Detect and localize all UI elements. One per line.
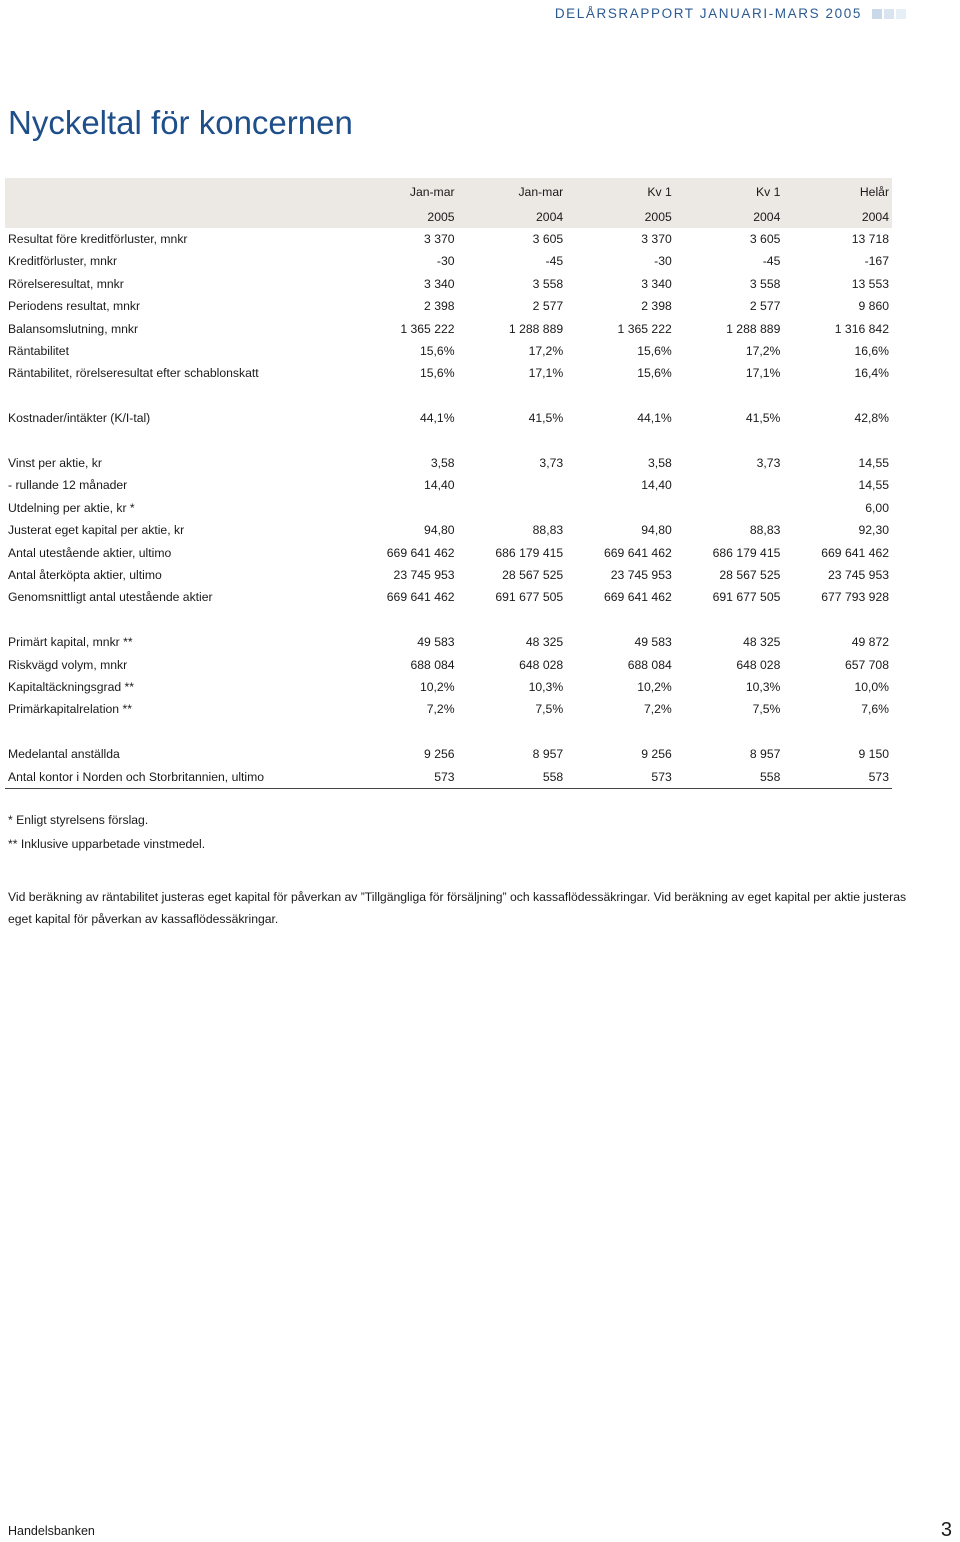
table-row xyxy=(5,452,892,474)
cell-value xyxy=(458,474,567,496)
cell-value: 10,0% xyxy=(854,680,889,695)
table-row xyxy=(5,766,892,789)
cell-value: 10,3% xyxy=(528,680,564,695)
cell-value: 573 xyxy=(349,766,458,789)
cell-value: 7,2% xyxy=(643,702,672,717)
cell-value: 44,1% xyxy=(637,411,672,426)
spacer-cell xyxy=(5,721,892,743)
cell-value: 558 xyxy=(675,766,784,789)
cell-value: 15,6% xyxy=(419,344,455,359)
cell-value: 3 370 xyxy=(641,232,672,246)
key-figures-table xyxy=(5,178,892,789)
cell-value: 8 957 xyxy=(749,747,781,762)
row-label: Räntabilitet, rörelseresultat efter schablonskatt xyxy=(8,366,259,381)
cell-value: 1 316 842 xyxy=(834,321,889,336)
cell-value: 15,6% xyxy=(637,344,672,359)
cell-value: 14,40 xyxy=(641,478,672,493)
cell-value: 23 745 953 xyxy=(393,568,455,583)
row-label: Primärt kapital, mnkr ** xyxy=(8,635,133,650)
row-label: Resultat före kreditförluster, mnkr xyxy=(8,232,188,246)
cell-value: 573 xyxy=(783,766,892,789)
row-label: Rörelseresultat, mnkr xyxy=(8,276,124,291)
table-row xyxy=(5,407,892,429)
cell-value: Jan-mar xyxy=(349,178,458,206)
cell-value: 7,5% xyxy=(752,702,781,717)
cell-value: 42,8% xyxy=(854,411,889,426)
table-row xyxy=(5,474,892,496)
cell-value: 691 677 505 xyxy=(495,590,564,605)
row-label: Balansomslutning, mnkr xyxy=(8,321,139,336)
row-label: Antal utestående aktier, ultimo xyxy=(8,545,172,560)
cell-value: 686 179 415 xyxy=(495,545,564,560)
cell-value: 7,6% xyxy=(861,702,889,717)
cell-value xyxy=(675,474,784,496)
cell-value: 3,58 xyxy=(430,456,455,471)
cell-value: 17,1% xyxy=(528,366,564,381)
cell-value: Kv 1 xyxy=(675,178,784,206)
cell-value: 2 577 xyxy=(532,299,564,314)
cell-value: 9 256 xyxy=(424,747,455,762)
cell-value: 2004 xyxy=(783,206,892,228)
table-header-period xyxy=(5,178,892,206)
cell-value: 28 567 525 xyxy=(719,568,781,583)
cell-value: 14,55 xyxy=(858,456,889,471)
spacer-cell xyxy=(5,430,892,452)
row-label xyxy=(5,206,349,228)
cell-value: 16,6% xyxy=(854,344,889,359)
table-row xyxy=(5,250,892,272)
cell-value: 2005 xyxy=(349,206,458,228)
cell-value: 2004 xyxy=(675,206,784,228)
cell-value: 88,83 xyxy=(532,523,564,538)
row-label: Utdelning per aktie, kr * xyxy=(8,500,135,515)
cell-value: -45 xyxy=(545,254,564,269)
cell-value: 677 793 928 xyxy=(821,590,889,605)
row-label: Justerat eget kapital per aktie, kr xyxy=(8,523,185,538)
header-square-3 xyxy=(896,9,906,19)
cell-value: 688 084 xyxy=(627,657,672,672)
cell-value: 23 745 953 xyxy=(828,568,889,583)
cell-value: 16,4% xyxy=(854,366,889,381)
cell-value: 49 583 xyxy=(634,635,672,650)
table-row xyxy=(5,228,892,250)
table-row xyxy=(5,362,892,384)
cell-value: 13 553 xyxy=(851,276,889,291)
cell-value: 48 325 xyxy=(743,635,781,650)
cell-value: Jan-mar xyxy=(458,178,567,206)
row-label: Antal återköpta aktier, ultimo xyxy=(8,568,162,583)
table-row xyxy=(5,654,892,676)
cell-value xyxy=(349,497,458,519)
cell-value: 48 325 xyxy=(525,635,564,650)
cell-value: 17,1% xyxy=(745,366,781,381)
cell-value: 14,55 xyxy=(858,478,889,493)
row-label: Genomsnittligt antal utestående aktier xyxy=(8,590,213,605)
cell-value: 10,3% xyxy=(745,680,781,695)
table-row xyxy=(5,631,892,653)
cell-value: 94,80 xyxy=(641,523,672,538)
spacer-row xyxy=(5,430,892,452)
cell-value: 7,2% xyxy=(426,702,455,717)
cell-value: 28 567 525 xyxy=(502,568,564,583)
cell-value: 10,2% xyxy=(419,680,455,695)
cell-value: 3 340 xyxy=(641,276,672,291)
table-row xyxy=(5,519,892,541)
cell-value: 1 288 889 xyxy=(726,321,781,336)
cell-value: 1 365 222 xyxy=(617,321,672,336)
cell-value: 558 xyxy=(458,766,567,789)
header-decoration-squares xyxy=(872,9,906,19)
cell-value: 3,73 xyxy=(756,456,781,471)
cell-value: 3,73 xyxy=(539,456,564,471)
cell-value: -30 xyxy=(436,254,455,269)
row-label: Kreditförluster, mnkr xyxy=(8,254,118,269)
cell-value: 1 288 889 xyxy=(508,321,564,336)
cell-value: 2 398 xyxy=(424,299,455,314)
cell-value: 669 641 462 xyxy=(386,545,455,560)
cell-value: 8 957 xyxy=(532,747,564,762)
row-label: Periodens resultat, mnkr xyxy=(8,299,141,314)
row-label: Riskvägd volym, mnkr xyxy=(8,657,128,672)
cell-value: 94,80 xyxy=(424,523,455,538)
cell-value: 3 370 xyxy=(424,232,455,246)
cell-value: 88,83 xyxy=(749,523,781,538)
cell-value: 669 641 462 xyxy=(821,545,889,560)
row-label: Räntabilitet xyxy=(8,344,69,359)
cell-value: 7,5% xyxy=(535,702,564,717)
cell-value: 691 677 505 xyxy=(712,590,781,605)
row-label xyxy=(5,178,349,206)
cell-value: 92,30 xyxy=(858,523,889,538)
cell-value: 2004 xyxy=(458,206,567,228)
cell-value: 669 641 462 xyxy=(603,545,672,560)
cell-value: 686 179 415 xyxy=(712,545,781,560)
table-row xyxy=(5,340,892,362)
cell-value: 669 641 462 xyxy=(386,590,455,605)
spacer-cell xyxy=(5,385,892,407)
cell-value: Helår xyxy=(783,178,892,206)
page-title: Nyckeltal för koncernen xyxy=(8,104,353,141)
spacer-row xyxy=(5,385,892,407)
explanation-paragraph: Vid beräkning av räntabilitet justeras eget kapital för påverkan av ”Tillgängliga för försäljning” och kassaflödessäkringar. Vid beräkning av eget kapital per aktie justeras eget kapital för påverkan av kassaflödessäkringar. xyxy=(8,890,907,926)
cell-value: 3 340 xyxy=(424,276,455,291)
footnotes xyxy=(8,808,205,856)
table-row xyxy=(5,676,892,698)
cell-value: 23 745 953 xyxy=(610,568,672,583)
cell-value: -167 xyxy=(864,254,889,269)
cell-value xyxy=(458,497,567,519)
cell-value: 6,00 xyxy=(865,500,889,515)
row-label: Vinst per aktie, kr xyxy=(8,456,102,471)
footnote-profits: ** Inklusive upparbetade vinstmedel. xyxy=(8,837,206,851)
cell-value: 14,40 xyxy=(424,478,455,493)
row-label: Medelantal anställda xyxy=(8,747,120,762)
cell-value: 9 150 xyxy=(858,747,889,762)
cell-value: 17,2% xyxy=(745,344,781,359)
cell-value: 2 577 xyxy=(749,299,781,314)
row-label: Kapitaltäckningsgrad ** xyxy=(8,680,135,695)
cell-value: 15,6% xyxy=(419,366,455,381)
spacer-cell xyxy=(5,609,892,631)
table-row xyxy=(5,564,892,586)
cell-value: 657 708 xyxy=(844,657,889,672)
table-header-year xyxy=(5,206,892,228)
table-row xyxy=(5,295,892,317)
cell-value: 10,2% xyxy=(637,680,672,695)
table-row xyxy=(5,497,892,519)
cell-value: 688 084 xyxy=(410,657,455,672)
cell-value: 15,6% xyxy=(637,366,672,381)
header-square-1 xyxy=(872,9,882,19)
spacer-row xyxy=(5,721,892,743)
table-row xyxy=(5,743,892,765)
table-row xyxy=(5,586,892,608)
footer-company: Handelsbanken xyxy=(8,1524,95,1538)
cell-value: 2005 xyxy=(566,206,675,228)
cell-value: 3 605 xyxy=(749,232,781,246)
cell-value: 3,58 xyxy=(648,456,672,471)
row-label: - rullande 12 månader xyxy=(8,478,128,493)
cell-value: 669 641 462 xyxy=(603,590,672,605)
cell-value: 41,5% xyxy=(745,411,781,426)
cell-value: 9 860 xyxy=(858,299,889,314)
cell-value: 648 028 xyxy=(736,657,781,672)
cell-value: 573 xyxy=(566,766,675,789)
cell-value: 49 872 xyxy=(851,635,889,650)
table-row xyxy=(5,273,892,295)
cell-value: -45 xyxy=(762,254,781,269)
cell-value: 648 028 xyxy=(519,657,564,672)
cell-value: 49 583 xyxy=(417,635,455,650)
cell-value: 3 605 xyxy=(532,232,564,246)
key-figures-table-wrapper xyxy=(5,178,892,789)
cell-value xyxy=(566,497,675,519)
row-label: Primärkapitalrelation ** xyxy=(8,702,132,717)
cell-value: Kv 1 xyxy=(566,178,675,206)
table-row xyxy=(5,542,892,564)
cell-value: 2 398 xyxy=(641,299,672,314)
row-label: Kostnader/intäkter (K/I-tal) xyxy=(8,411,151,426)
cell-value: 17,2% xyxy=(528,344,564,359)
cell-value: 44,1% xyxy=(419,411,455,426)
cell-value: 41,5% xyxy=(528,411,564,426)
header-square-2 xyxy=(884,9,894,19)
cell-value: 1 365 222 xyxy=(400,321,455,336)
cell-value xyxy=(675,497,784,519)
cell-value: 13 718 xyxy=(851,232,889,246)
table-row xyxy=(5,318,892,340)
cell-value: 9 256 xyxy=(641,747,672,762)
cell-value: 3 558 xyxy=(749,276,781,291)
page-number: 3 xyxy=(940,1519,952,1541)
cell-value: -30 xyxy=(654,254,672,269)
cell-value: 3 558 xyxy=(532,276,564,291)
table-row xyxy=(5,698,892,720)
footnote-dividend: * Enligt styrelsens förslag. xyxy=(8,813,149,827)
report-header: DELÅRSRAPPORT JANUARI-MARS 2005 xyxy=(554,6,862,21)
spacer-row xyxy=(5,609,892,631)
row-label: Antal kontor i Norden och Storbritannien, ultimo xyxy=(5,766,349,789)
